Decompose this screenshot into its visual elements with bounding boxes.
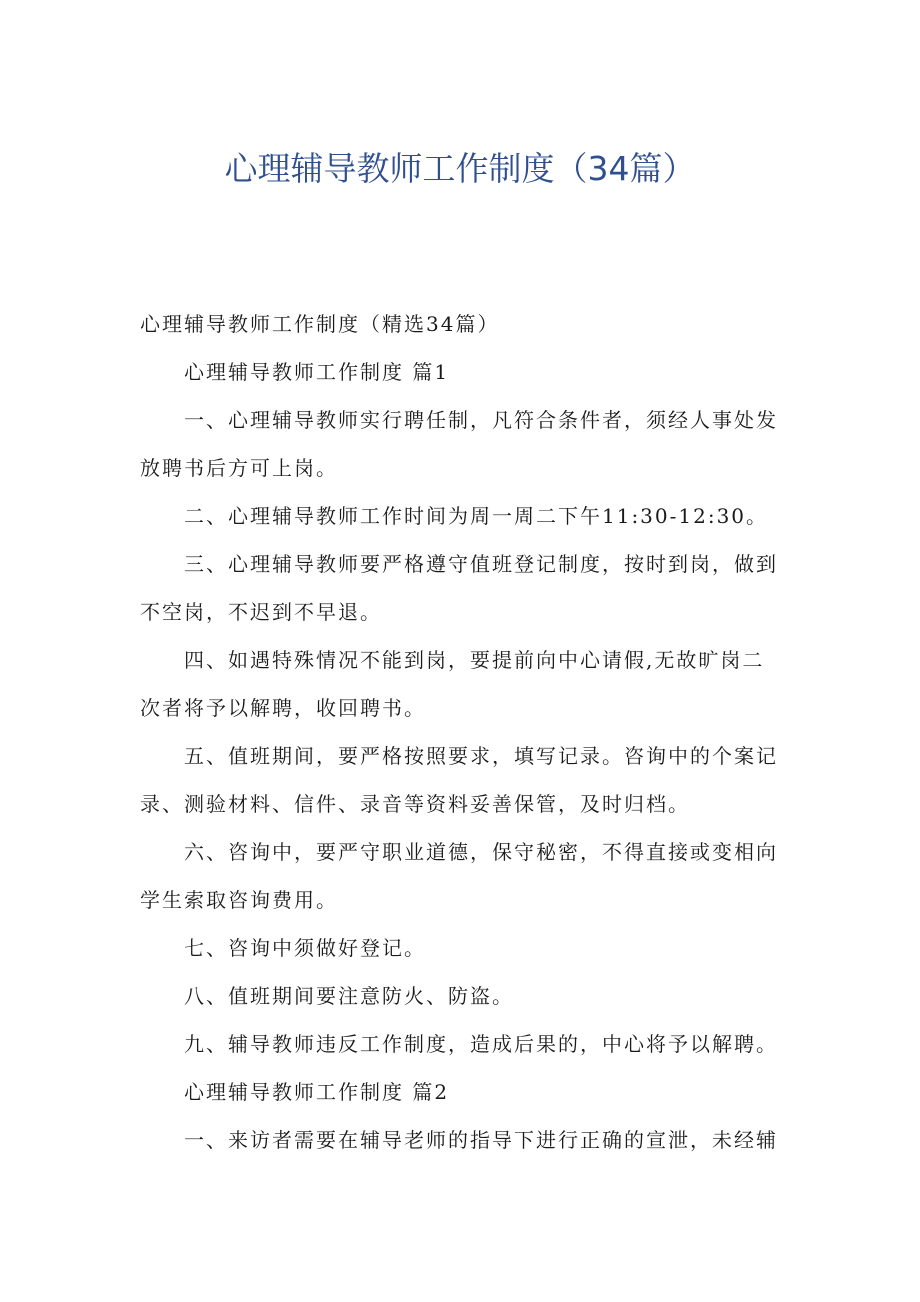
paragraph-item-1: 一、心理辅导教师实行聘任制，凡符合条件者，须经人事处发放聘书后方可上岗。	[140, 408, 778, 480]
section-heading-2: 心理辅导教师工作制度 篇2	[184, 1080, 450, 1104]
paragraph-item-5: 五、值班期间，要严格按照要求，填写记录。咨询中的个案记录、测验材料、信件、录音等资料妥善保管，及时归档。	[140, 744, 778, 816]
paragraph-item-4: 四、如遇特殊情况不能到岗，要提前向中心请假,无故旷岗二次者将予以解聘，收回聘书。	[140, 648, 765, 720]
paragraph-item-7: 七、咨询中须做好登记。	[184, 936, 426, 960]
document-title: 心理辅导教师工作制度（34篇）	[224, 149, 696, 188]
paragraph-item-10: 一、来访者需要在辅导老师的指导下进行正确的宣泄，未经辅	[184, 1128, 778, 1152]
paragraph-item-9: 九、辅导教师违反工作制度，造成后果的，中心将予以解聘。	[184, 1032, 778, 1056]
subtitle-line: 心理辅导教师工作制度（精选34篇）	[140, 312, 500, 336]
paragraph-item-3: 三、心理辅导教师要严格遵守值班登记制度，按时到岗，做到不空岗，不迟到不早退。	[140, 552, 778, 624]
paragraph-item-8: 八、值班期间要注意防火、防盗。	[184, 984, 514, 1008]
paragraph-item-2: 二、心理辅导教师工作时间为周一周二下午11:30-12:30。	[184, 504, 769, 528]
section-heading-1: 心理辅导教师工作制度 篇1	[184, 360, 450, 384]
paragraph-item-6: 六、咨询中，要严守职业道德，保守秘密，不得直接或变相向学生索取咨询费用。	[140, 840, 778, 912]
document-body	[140, 300, 780, 1164]
